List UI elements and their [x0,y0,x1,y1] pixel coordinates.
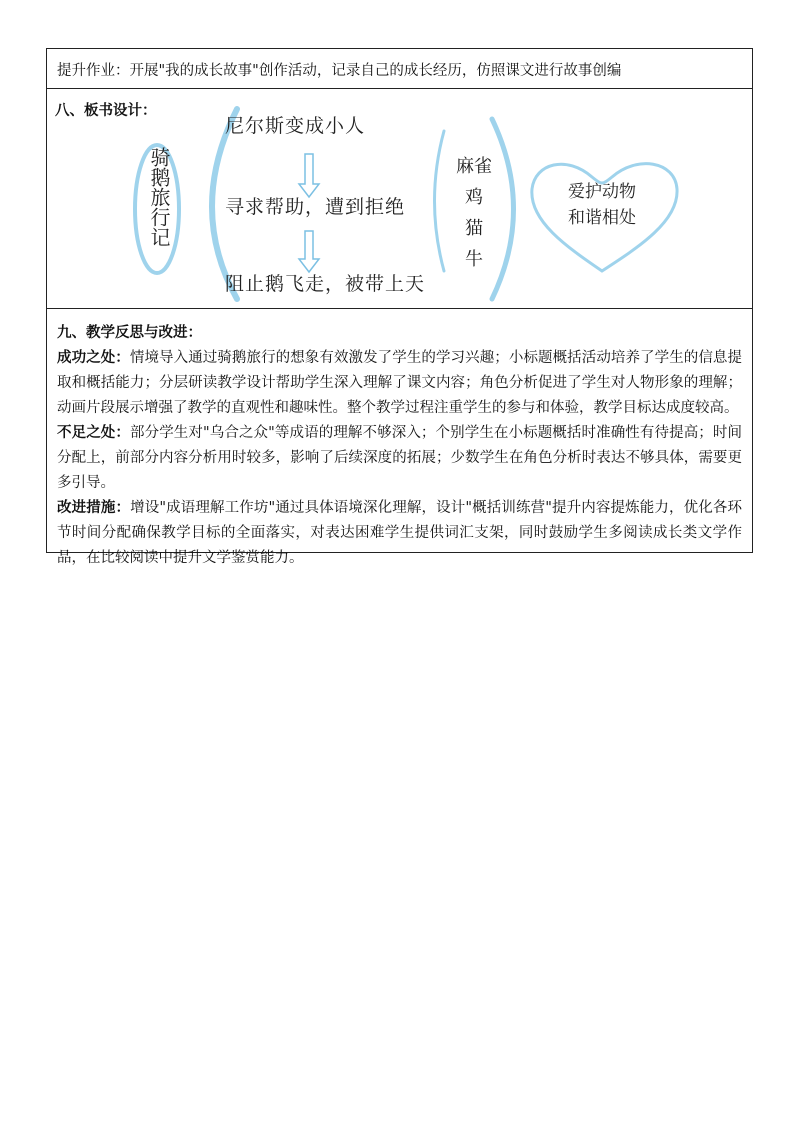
heart-text [547,179,657,231]
step-1: 尼尔斯变成小人 [225,115,366,137]
success-paragraph [57,346,742,421]
homework-row [47,49,752,89]
down-arrow-1 [299,154,319,197]
reflection-row [47,309,752,566]
step-2: 寻求帮助，遭到拒绝 [225,196,406,218]
animals-left-bracket [435,131,445,271]
shortcoming-text: 部分学生对"乌合之众"等成语的理解不够深入；个别学生在小标题概括时准确性有待提高；时间分配上，前部分内容分析用时较多，影响了后续深度的拓展；少数学生在角色分析时表达不够具体，需要更多引导。 [57,425,742,491]
success-label: 成功之处： [57,350,130,366]
lesson-title-vertical: 骑鹅旅行记 [147,147,171,247]
reflection-title: 九、教学反思与改进： [57,325,202,341]
improve-paragraph [57,496,742,571]
shortcoming-paragraph [57,421,742,496]
success-text: 情境导入通过骑鹅旅行的想象有效激发了学生的学习兴趣；小标题概括活动培养了学生的信息提取和概括能力；分层研读教学设计帮助学生深入理解了课文内容；角色分析促进了学生对人物形象的理解；动画片段展示增强了教学的直观性和趣味性。整个教学过程注重学生的参与和体验，教学目标达成度较高。 [57,350,743,416]
board-design-title: 八、板书设计： [55,103,157,119]
animals-list [449,151,499,275]
step-3: 阻止鹅飞走，被带上天 [225,273,426,295]
lesson-plan-table [46,48,753,566]
animal-sparrow: 麻雀 [456,156,492,177]
board-design-row [47,89,752,309]
animal-chicken: 鸡 [465,187,483,208]
shortcoming-label: 不足之处： [57,425,130,441]
animal-cat: 猫 [465,218,483,239]
heart-line-1: 爱护动物 [568,182,636,202]
down-arrow-2 [299,231,319,272]
improve-text: 增设"成语理解工作坊"通过具体语境深化理解，设计"概括训练营"提升内容提炼能力，优化各环节时间分配确保教学目标的全面落实，对表达困难学生提供词汇支架，同时鼓励学生多阅读成长类文学作品，在比较阅读中提升文学鉴赏能力。 [57,500,742,566]
heart-line-2: 和谐相处 [568,208,636,228]
homework-text: 提升作业：开展"我的成长故事"创作活动，记录自己的成长经历，仿照课文进行故事创编 [57,63,622,79]
improve-label: 改进措施： [57,500,131,516]
animal-cow: 牛 [465,249,483,270]
